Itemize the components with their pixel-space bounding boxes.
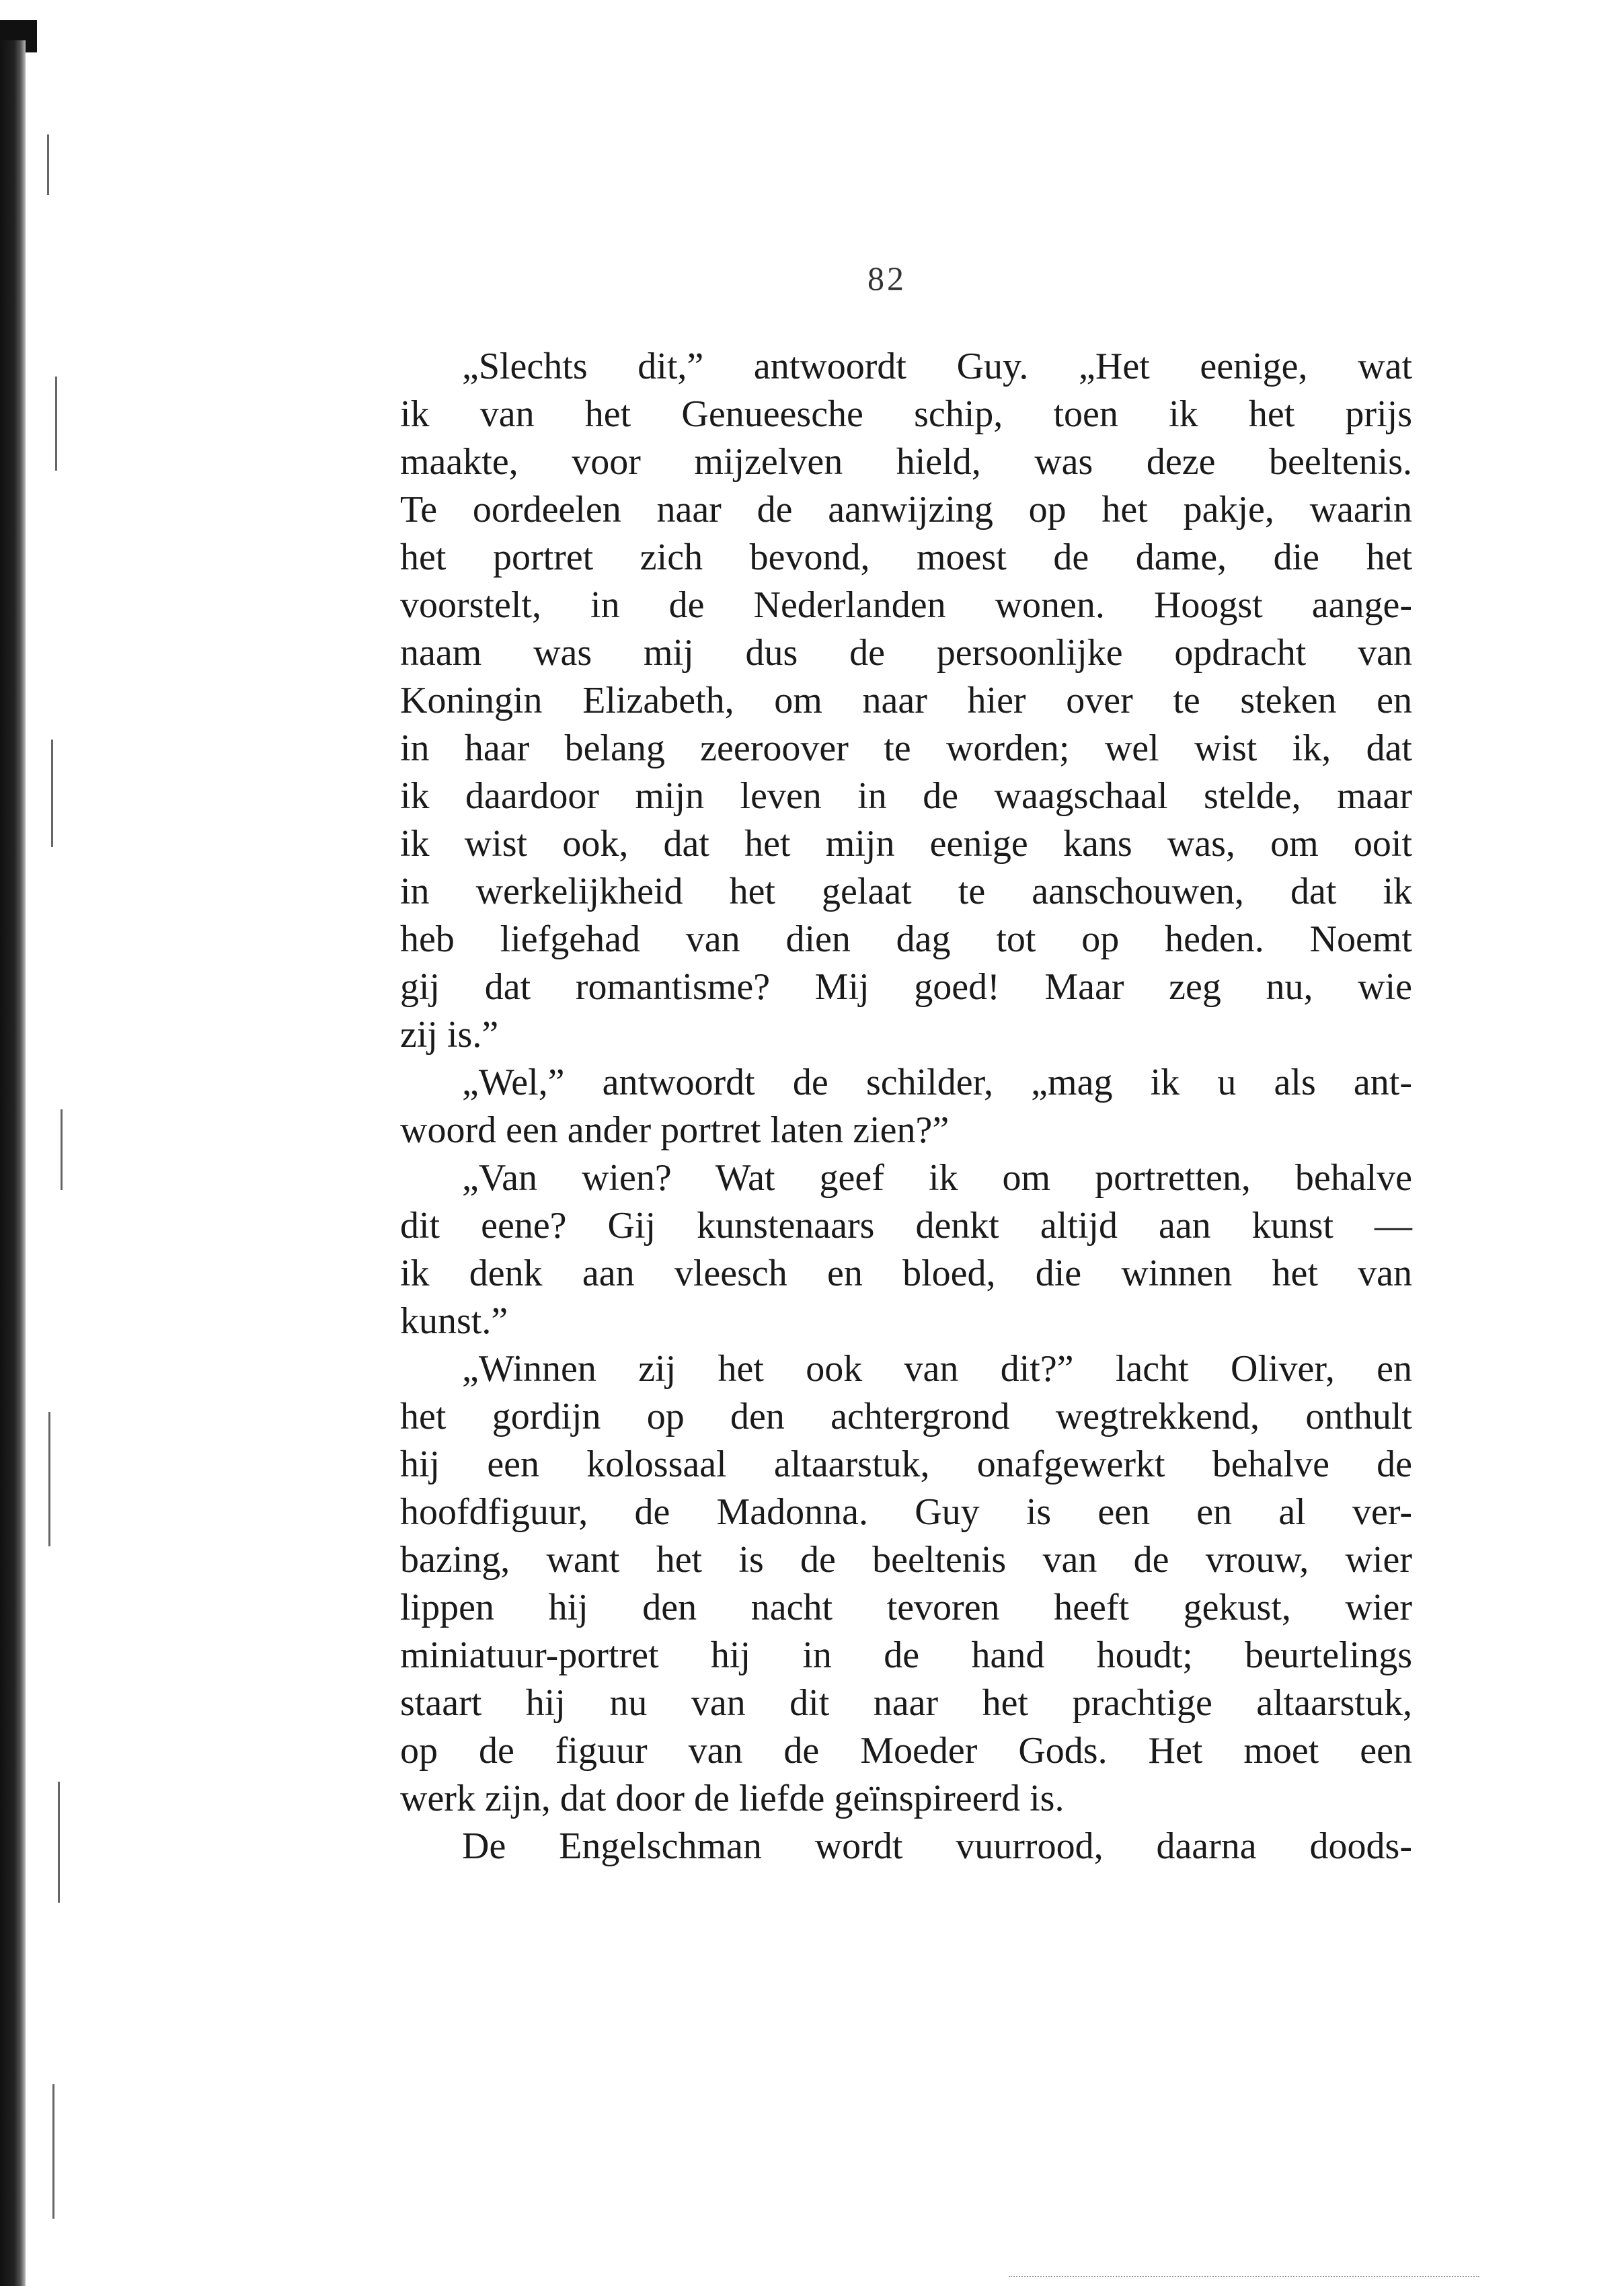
text-line: „Van wien? Wat geef ik om portretten, behalve bbox=[462, 1157, 1412, 1199]
text-line: heb liefgehad van dien dag tot op heden. Noemt bbox=[400, 918, 1412, 960]
text-line: „Winnen zij het ook van dit?” lacht Oliver, en bbox=[462, 1348, 1412, 1390]
text-line: werk zijn, dat door de liefde geïnspireerd is. bbox=[400, 1778, 1065, 1819]
bottom-scan-line bbox=[1009, 2276, 1479, 2279]
text-line: hoofdfiguur, de Madonna. Guy is een en al ver- bbox=[400, 1491, 1412, 1533]
binding-speck bbox=[61, 1109, 63, 1190]
text-line: maakte, voor mijzelven hield, was deze beeltenis. bbox=[400, 441, 1412, 483]
text-line: ik van het Genueesche schip, toen ik het prijs bbox=[400, 393, 1412, 435]
text-line: voorstelt, in de Nederlanden wonen. Hoogst aange- bbox=[400, 584, 1412, 626]
body-text bbox=[400, 343, 1412, 1870]
text-line: kunst.” bbox=[400, 1300, 508, 1342]
binding-speck bbox=[52, 2084, 54, 2219]
text-line: Te oordeelen naar de aanwijzing op het pakje, waarin bbox=[400, 489, 1412, 530]
text-line: in haar belang zeeroover te worden; wel wist ik, dat bbox=[400, 727, 1412, 769]
page-binding-edge bbox=[0, 0, 94, 2296]
text-line: lippen hij den nacht tevoren heeft gekust, wier bbox=[400, 1587, 1412, 1628]
text-line: Koningin Elizabeth, om naar hier over te steken en bbox=[400, 680, 1412, 721]
binding-speck bbox=[51, 740, 53, 847]
text-line: ik daardoor mijn leven in de waagschaal stelde, maar bbox=[400, 775, 1412, 817]
binding-speck bbox=[48, 1412, 50, 1546]
text-line: het gordijn op den achtergrond wegtrekkend, onthult bbox=[400, 1396, 1412, 1437]
text-line: op de figuur van de Moeder Gods. Het moet een bbox=[400, 1730, 1412, 1772]
binding-speck bbox=[58, 1782, 60, 1903]
text-line: woord een ander portret laten zien?” bbox=[400, 1109, 950, 1151]
page-number: 82 bbox=[867, 260, 906, 297]
text-line: naam was mij dus de persoonlijke opdracht van bbox=[400, 632, 1412, 674]
text-line: zij is.” bbox=[400, 1014, 499, 1056]
text-line: dit eene? Gij kunstenaars denkt altijd aan kunst — bbox=[400, 1205, 1412, 1246]
text-line: hij een kolossaal altaarstuk, onafgewerkt behalve de bbox=[400, 1443, 1412, 1485]
text-line: het portret zich bevond, moest de dame, die het bbox=[400, 537, 1412, 578]
text-line: „Slechts dit,” antwoordt Guy. „Het eenige, wat bbox=[462, 346, 1412, 387]
binding-speck bbox=[47, 134, 49, 195]
text-line: miniatuur-portret hij in de hand houdt; beurtelings bbox=[400, 1634, 1412, 1676]
text-line: ik denk aan vleesch en bloed, die winnen het van bbox=[400, 1253, 1412, 1294]
text-line: bazing, want het is de beeltenis van de vrouw, wier bbox=[400, 1539, 1412, 1581]
text-line: De Engelschman wordt vuurrood, daarna doods- bbox=[462, 1825, 1412, 1867]
text-line: staart hij nu van dit naar het prachtige altaarstuk, bbox=[400, 1682, 1412, 1724]
text-line: gij dat romantisme? Mij goed! Maar zeg nu, wie bbox=[400, 966, 1412, 1008]
binding-speck bbox=[55, 377, 57, 471]
text-line: „Wel,” antwoordt de schilder, „mag ik u als ant- bbox=[462, 1062, 1412, 1103]
text-line: ik wist ook, dat het mijn eenige kans was, om ooit bbox=[400, 823, 1412, 865]
binding-shadow bbox=[0, 40, 26, 2286]
text-line: in werkelijkheid het gelaat te aanschouwen, dat ik bbox=[400, 871, 1412, 912]
